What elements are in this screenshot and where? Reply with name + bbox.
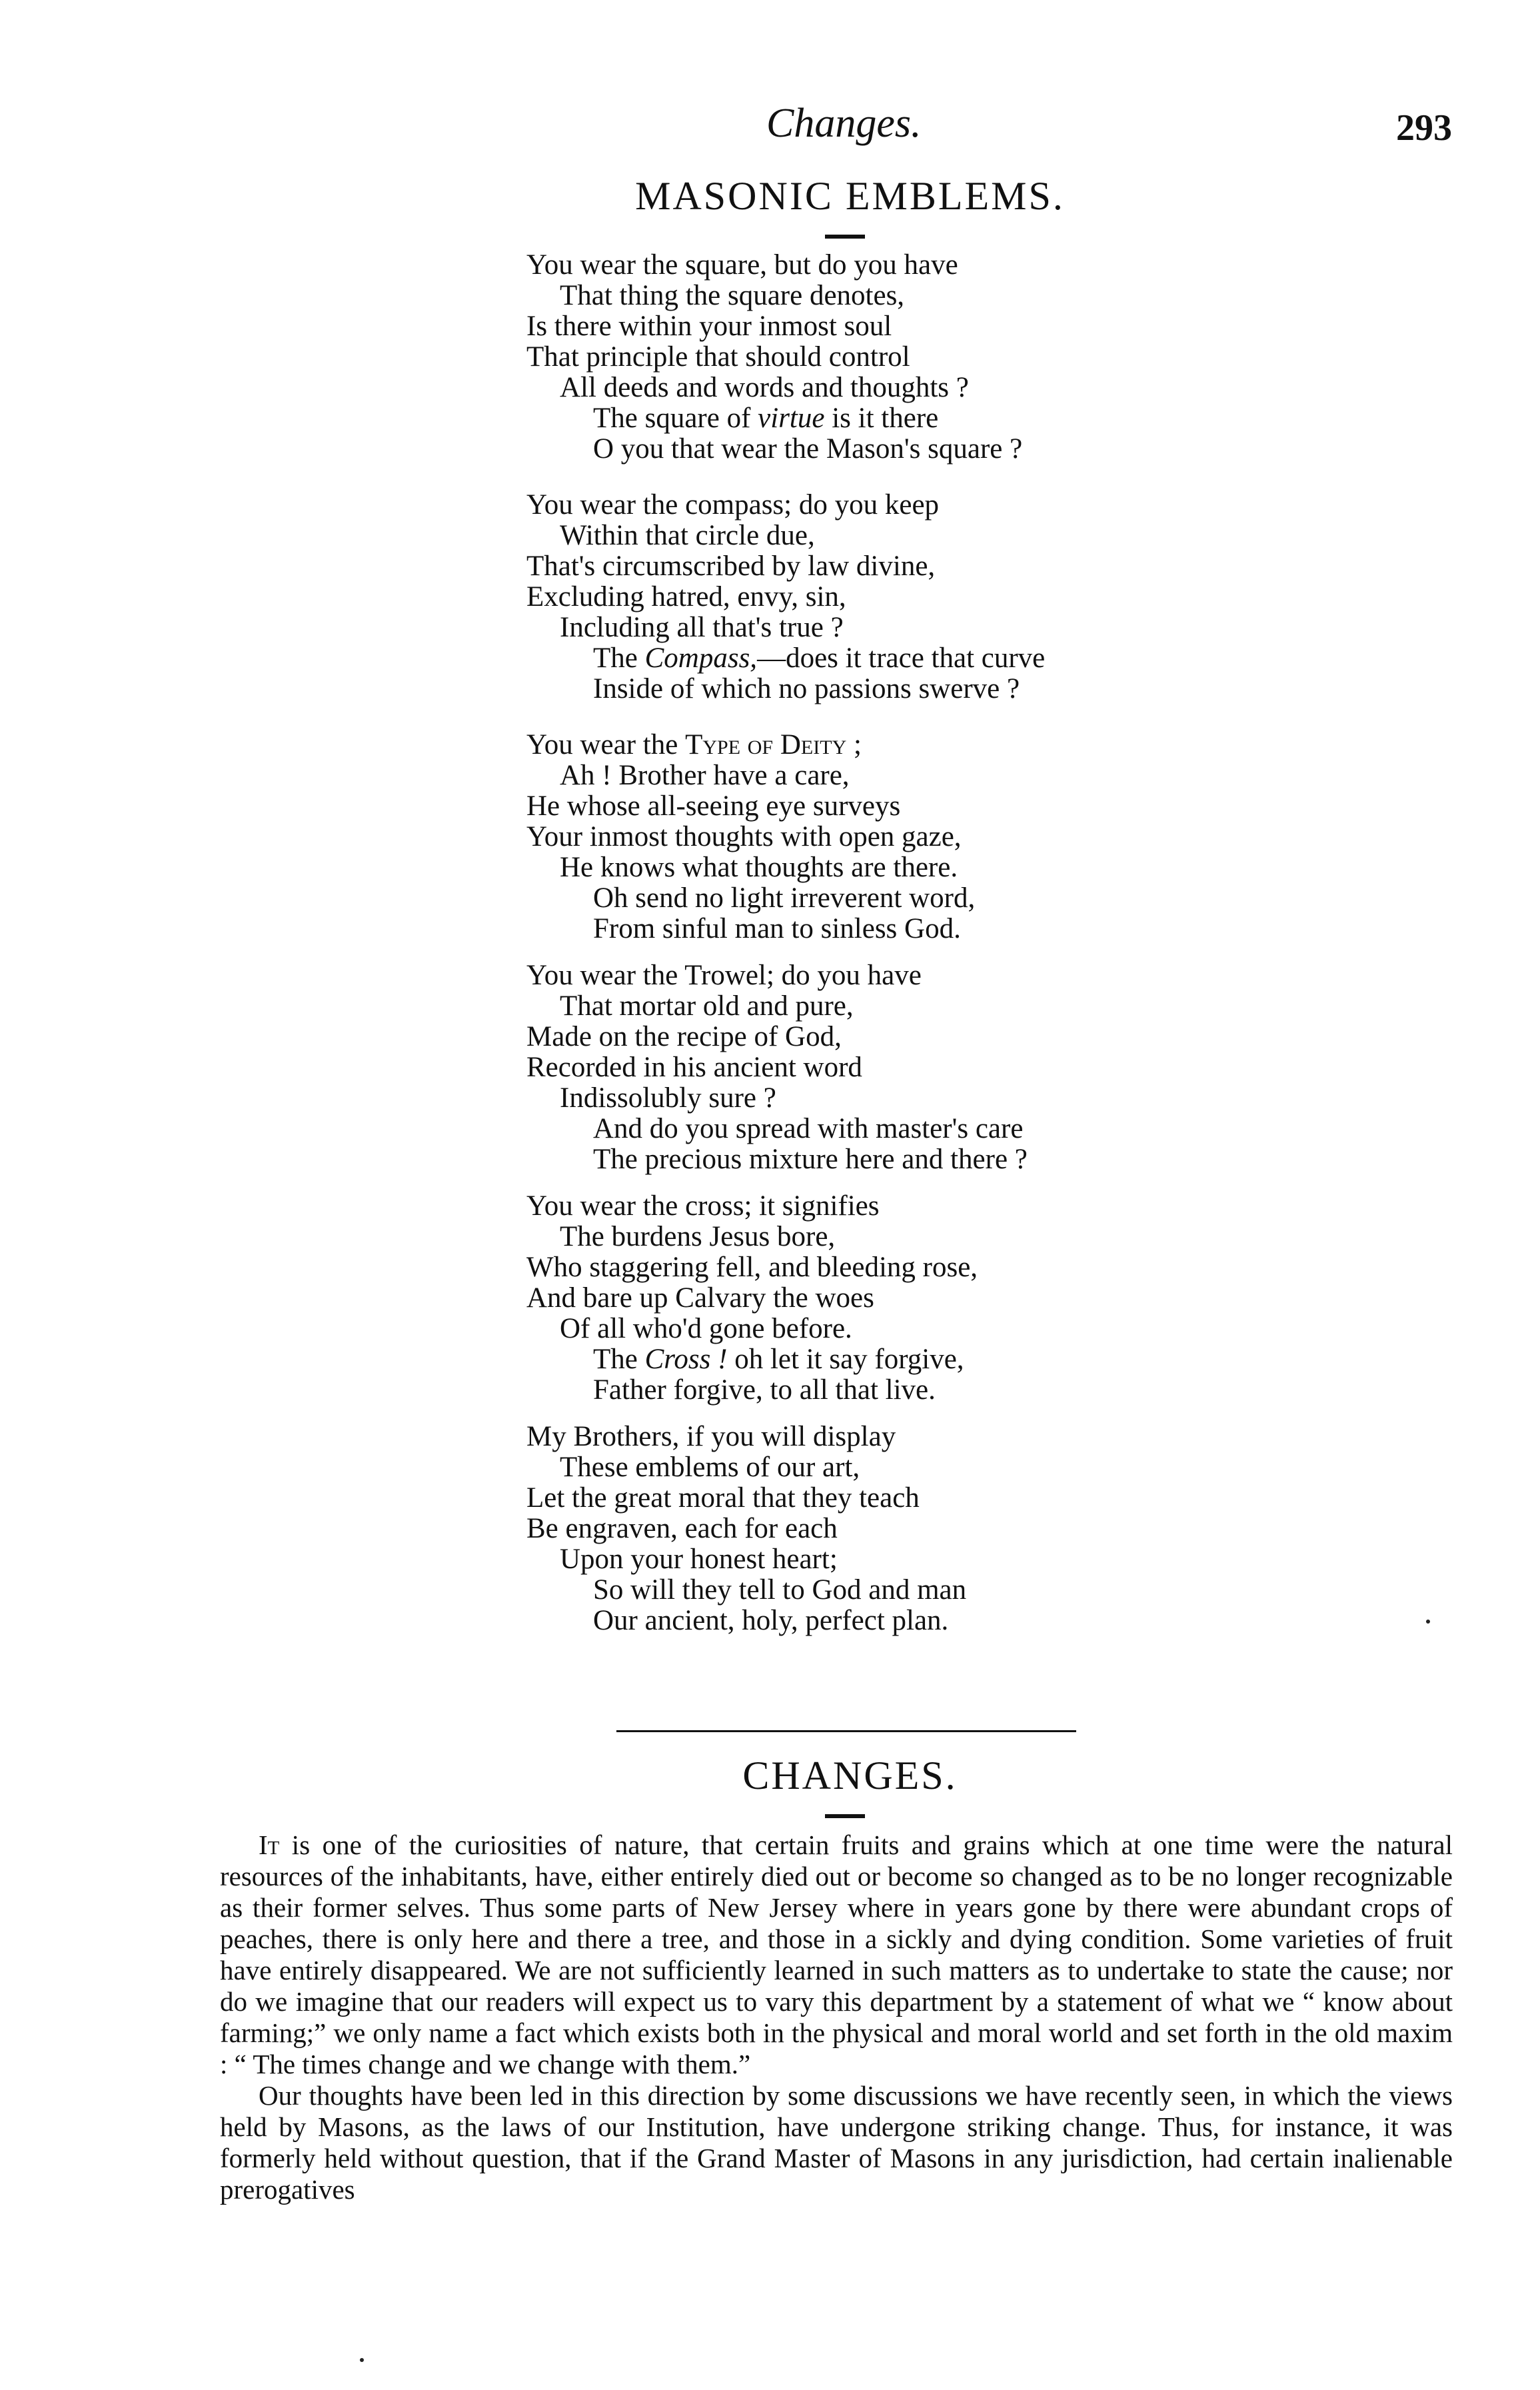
poem-line: Of all who'd gone before. [560,1313,852,1344]
ink-speck [360,2358,364,2362]
poem-line: The square of virtue is it there [593,403,939,434]
poem-line: You wear the Trowel; do you have [526,960,922,991]
stanza [526,490,1433,704]
poem-line: Upon your honest heart; [560,1544,838,1575]
italic-word: virtue [758,403,825,434]
poem-line: Who staggering fell, and bleeding rose, [526,1252,978,1283]
poem-line: Inside of which no passions swerve ? [593,673,1020,704]
italic-word: Cross ! [644,1344,728,1375]
poem-line: Within that circle due, [560,520,815,551]
poem-line: From sinful man to sinless God. [593,913,961,944]
poem-line: Oh send no light irreverent word, [593,882,976,914]
poem-line: Father forgive, to all that live. [593,1374,936,1406]
poem-line: So will they tell to God and man [593,1574,967,1606]
poem-line: And do you spread with master's care [593,1113,1024,1144]
poem-line: That thing the square denotes, [560,280,905,311]
poem-line: My Brothers, if you will display [526,1421,896,1452]
poem-line: The burdens Jesus bore, [560,1221,836,1252]
poem-line: The Cross ! oh let it say forgive, [593,1344,964,1375]
poem-line: Your inmost thoughts with open gaze, [526,821,962,852]
poem-line: That principle that should control [526,341,910,373]
poem-line: You wear the cross; it signifies [526,1190,880,1222]
poem-line: O you that wear the Mason's square ? [593,433,1023,465]
poem-line: That mortar old and pure, [560,990,854,1022]
poem-line: Made on the recipe of God, [526,1021,842,1052]
paragraph-text: is one of the curiosities of nature, that certain fruits and grains which at one time were the natural resources of the inhabitants, have, either entirely died out or become so changed as to be no longer recognizable as their former selves. Thus some parts of New Jersey where in years gone by there were abundant crops of peaches, there is only here and there a tree, and those in a sickly and dying condition. Some varieties of fruit have entirely disappeared. We are not sufficiently learned in such matters as to undertake to state the cause; nor do we imagine that our readers will expect us to vary this department by a statement of what we “ know about farming;” we only name a fact which exists both in the physical and moral world and set forth in the old maxim : “ The times change and we change with them.” [220,1829,1453,2079]
poem-line: Be engraven, each for each [526,1513,838,1544]
poem-line: Our ancient, holy, perfect plan. [593,1605,949,1636]
poem-line: Ah ! Brother have a care, [560,760,850,791]
article-body [220,1829,1453,2205]
poem-line: Let the great moral that they teach [526,1482,920,1514]
poem-line: You wear the Type of Deity ; [526,729,862,760]
poem-line: These emblems of our art, [560,1452,860,1483]
running-title: Changes. [766,101,922,146]
running-head [0,100,1540,153]
title-dash [825,235,865,239]
poem-line: You wear the square, but do you have [526,249,958,281]
poem-line: The Compass,—does it trace that curve [593,642,1046,674]
stanza [526,250,1433,465]
poem-line: And bare up Calvary the woes [526,1282,874,1314]
page-number: 293 [1396,107,1452,149]
poem-body [526,250,1433,1636]
poem-line: He knows what thoughts are there. [560,852,958,883]
section-divider [616,1730,1076,1732]
paragraph [220,1829,1453,2080]
poem-line: All deeds and words and thoughts ? [560,372,969,403]
poem-line: Including all that's true ? [560,612,844,643]
title-dash [825,1814,865,1818]
italic-word: Compass, [644,642,758,674]
stanza [526,1422,1433,1636]
poem-line: You wear the compass; do you keep [526,489,940,521]
stanza [526,960,1433,1175]
poem-line: Recorded in his ancient word [526,1052,862,1083]
ink-speck [1426,1620,1430,1624]
paragraph: Our thoughts have been led in this direction by some discussions we have recently seen, in which the views held by Masons, as the laws of our Institution, have undergone striking change. Thus, for instance, it was formerly held without question, that if the Grand Master of Masons in any jurisdiction, had certain inalienable prerogatives [220,2080,1453,2205]
lead-in: It [259,1829,280,1860]
poem-line: Is there within your inmost soul [526,311,892,342]
poem-line: Indissolubly sure ? [560,1082,776,1114]
stanza [526,730,1433,944]
poem-line: That's circumscribed by law divine, [526,551,936,582]
stanza [526,1191,1433,1406]
poem-title: MASONIC EMBLEMS. [635,174,1065,218]
article-title: CHANGES. [742,1754,958,1797]
poem-line: The precious mixture here and there ? [593,1144,1028,1175]
small-caps-phrase: Type of Deity [685,729,847,760]
poem-line: He whose all-seeing eye surveys [526,790,901,822]
poem-line: Excluding hatred, envy, sin, [526,581,846,612]
